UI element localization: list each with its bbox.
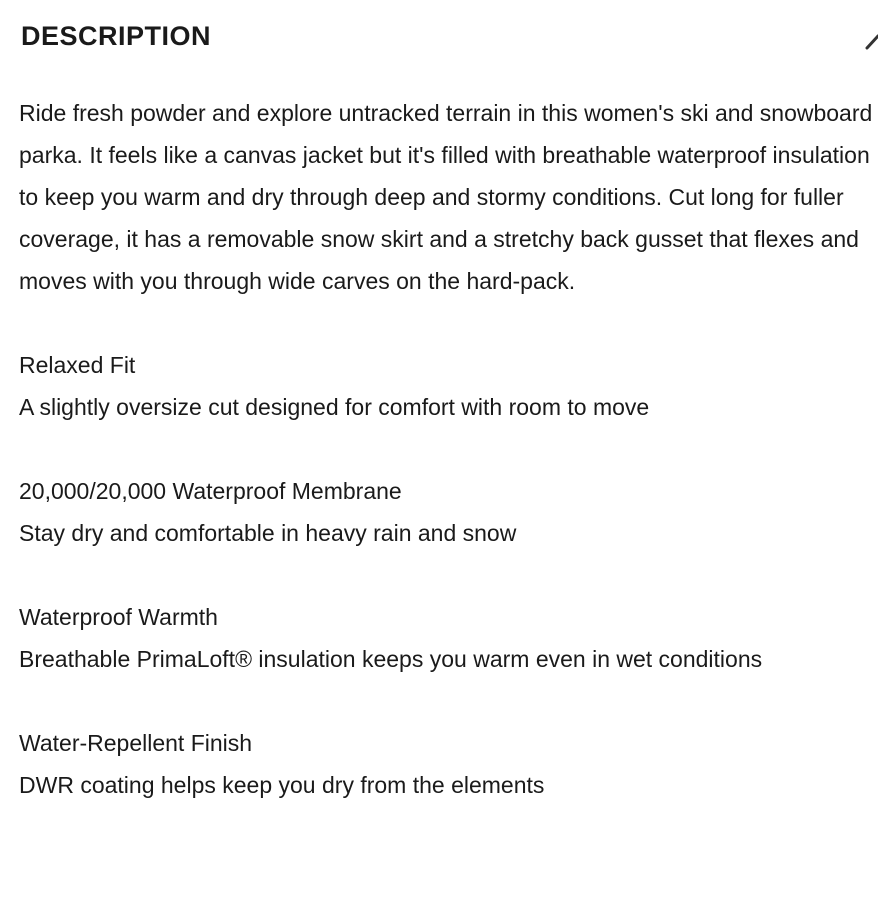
description-content xyxy=(19,92,875,806)
feature-title: Relaxed Fit xyxy=(19,352,136,378)
feature-title: 20,000/20,000 Waterproof Membrane xyxy=(19,478,402,504)
feature-description: Stay dry and comfortable in heavy rain and snow xyxy=(19,520,517,546)
feature-description: DWR coating helps keep you dry from the elements xyxy=(19,772,545,798)
feature-description: A slightly oversize cut designed for comfort with room to move xyxy=(19,394,650,420)
section-header[interactable] xyxy=(0,0,878,72)
feature-description: Breathable PrimaLoft® insulation keeps you warm even in wet conditions xyxy=(19,646,763,672)
feature-item xyxy=(19,722,875,806)
feature-title: Water-Repellent Finish xyxy=(19,730,253,756)
description-intro: Ride fresh powder and explore untracked terrain in this women's ski and snowboard parka. It feels like a canvas jacket but it's filled with breathable waterproof insulation to keep you warm and dry through deep and stormy conditions. Cut long for fuller coverage, it has a removable snow skirt and a stretchy back gusset that flexes and moves with you through wide carves on the hard-pack. xyxy=(19,100,873,294)
feature-item xyxy=(19,344,875,428)
feature-item xyxy=(19,470,875,554)
feature-item xyxy=(19,596,875,680)
chevron-up-icon[interactable] xyxy=(864,30,878,52)
feature-title: Waterproof Warmth xyxy=(19,604,218,630)
section-title: DESCRIPTION xyxy=(21,21,212,51)
